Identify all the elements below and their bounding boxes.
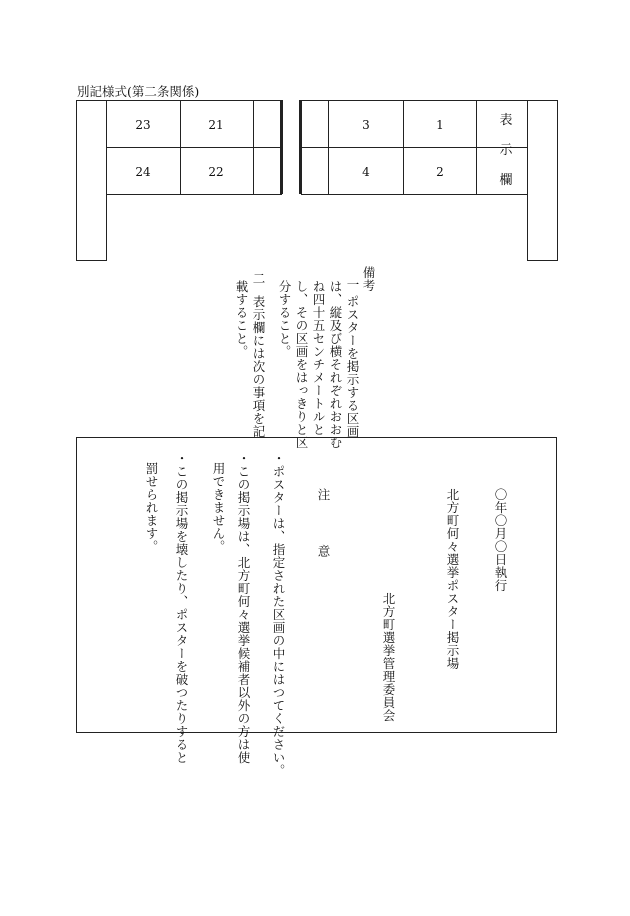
- cell-number: 3: [362, 118, 370, 132]
- remark-line: 分すること。: [277, 280, 292, 358]
- cell-number: 21: [208, 118, 224, 132]
- break-mark: [280, 100, 283, 194]
- cell-number: 2: [436, 165, 444, 179]
- grid-divider: [328, 100, 329, 194]
- remark-line: ね四十五センチメートルと: [311, 280, 326, 436]
- form-title: 別記様式(第二条関係): [77, 84, 200, 99]
- election-date: 〇年〇月〇日執行: [493, 488, 508, 592]
- cell-number: 22: [208, 165, 224, 179]
- poster-board-name: 北方町何々選挙ポスター掲示場: [445, 488, 460, 670]
- right-leg: [557, 100, 558, 260]
- remark-marker: 二: [251, 272, 266, 285]
- remark-line: 載すること。: [234, 280, 249, 358]
- left-leg: [76, 100, 77, 260]
- display-field-char: 欄: [499, 173, 513, 188]
- right-leg: [527, 100, 528, 260]
- grid-divider: [180, 100, 181, 194]
- display-field-label: [486, 106, 526, 196]
- notice-bullet-cont: 用できません。: [211, 462, 226, 553]
- break-mark: [299, 100, 302, 194]
- board-mid-line: [106, 147, 282, 148]
- notice-bullet: ・この掲示場を壊したり、ポスターを破つたりすると: [174, 452, 189, 764]
- remarks-heading: 備考: [361, 266, 376, 292]
- cell-number: 23: [135, 118, 151, 132]
- caution-heading: 注 意: [316, 488, 331, 577]
- remark-line: 表示欄には次の事項を記: [251, 295, 266, 438]
- board-grid-bottom: [106, 194, 282, 195]
- notice-bullet-cont: 罰せられます。: [144, 462, 159, 553]
- display-field-char: 示: [499, 143, 513, 158]
- remark-marker: 一: [345, 278, 360, 291]
- cell-number: 4: [362, 165, 370, 179]
- right-leg: [527, 260, 558, 261]
- notice-bullet: ・この掲示場は、北方町何々選挙候補者以外の方は使: [236, 452, 251, 764]
- notice-bullet: ・ポスターは、指定された区画の中にはつてください。: [271, 452, 286, 777]
- grid-divider: [476, 100, 477, 194]
- board-top-edge: [301, 100, 557, 101]
- left-leg: [76, 260, 107, 261]
- grid-divider: [253, 100, 254, 194]
- remark-line: ポスターを掲示する区画: [345, 295, 360, 438]
- cell-number: 1: [436, 118, 444, 132]
- remark-line: し、その区画をはっきりと区: [294, 280, 309, 449]
- left-leg: [106, 100, 107, 260]
- election-committee: 北方町選挙管理委員会: [381, 592, 396, 722]
- remark-line: は、縦及び横それぞれおおむ: [328, 280, 343, 449]
- grid-divider: [403, 100, 404, 194]
- cell-number: 24: [135, 165, 151, 179]
- display-field-char: 表: [499, 113, 513, 128]
